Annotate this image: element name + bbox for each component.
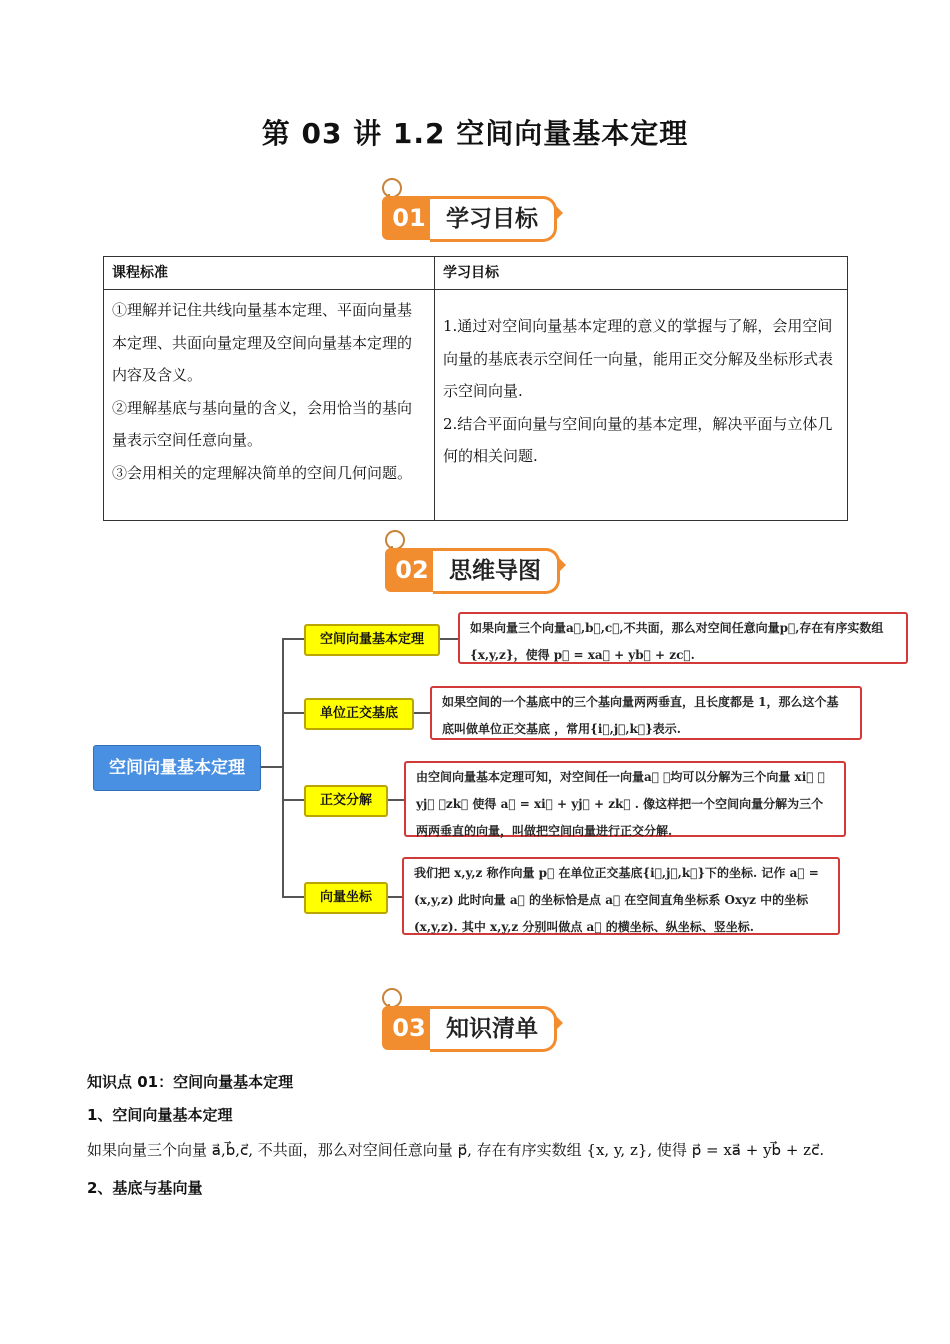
- connector: [282, 712, 304, 714]
- section-badge-knowledge: [382, 988, 572, 1058]
- mindmap-detail-box: 我们把 x,y,z 称作向量 p⃗ 在单位正交基底{i⃗,j⃗,k⃗}下的坐标. 记作 a⃗ = (x,y,z) 此时向量 a⃗ 的坐标恰是点 a⃗ 在空间直角坐标系 Oxyz 中的坐标 (x,y,z). 其中 x,y,z 分别叫做点 a⃗ 的横坐标、纵坐标、竖坐标.: [402, 857, 840, 935]
- connector: [386, 799, 404, 801]
- standard-item: ③会用相关的定理解决简单的空间几何问题。: [112, 463, 413, 482]
- page-title: 第 03 讲 1.2 空间向量基本定理: [261, 117, 689, 150]
- standard-item: ②理解基底与基向量的含义，会用恰当的基向量表示空间任意向量。: [112, 398, 413, 449]
- section-label: 思维导图: [433, 548, 560, 594]
- section-badge-goals: [382, 178, 572, 248]
- objective-item: 2.结合平面向量与空间向量的基本定理，解决平面与立体几何的相关问题.: [443, 414, 833, 465]
- knowledge-point-heading: 知识点 01：空间向量基本定理: [87, 1073, 294, 1091]
- connector: [386, 896, 402, 898]
- mindmap-detail-box: 由空间向量基本定理可知，对空间任一向量a⃗ ，均可以分解为三个向量 xi⃗ ，yj⃗ ，zk⃗ 使得 a⃗ = xi⃗ + yj⃗ + zk⃗ . 像这样把一个空间向量分解为三个两两垂直的向量，叫做把空间向量进行正交分解.: [404, 761, 846, 837]
- subsection-heading: 2、基底与基向量: [87, 1179, 203, 1197]
- table-header: 课程标准: [104, 257, 435, 290]
- section-badge-mindmap: [385, 530, 575, 600]
- section-label: 知识清单: [430, 1006, 557, 1052]
- standard-item: ①理解并记住共线向量基本定理、平面向量基本定理、共面向量定理及空间向量基本定理的内容及含义。: [112, 301, 413, 384]
- mindmap-branch-node: 向量坐标: [304, 882, 388, 914]
- theorem-text: 如果向量三个向量 a⃗,b⃗,c⃗, 不共面，那么对空间任意向量 p⃗, 存在有序实数组 {x, y, z}, 使得 p⃗ = xa⃗ + yb⃗ + zc⃗.: [87, 1141, 825, 1159]
- connector: [438, 638, 458, 640]
- table-header: 学习目标: [435, 257, 848, 290]
- section-number: 01: [382, 196, 436, 240]
- connector: [282, 799, 304, 801]
- goals-table: [103, 256, 848, 521]
- connector: [282, 896, 304, 898]
- mindmap-branch-node: 空间向量基本定理: [304, 624, 440, 656]
- connector: [259, 766, 283, 768]
- mindmap-detail-box: 如果空间的一个基底中的三个基向量两两垂直，且长度都是 1，那么这个基底叫做单位正交基底 ，常用{i⃗,j⃗,k⃗}表示.: [430, 686, 862, 740]
- section-number: 03: [382, 1006, 436, 1050]
- mindmap-center-node: 空间向量基本定理: [93, 745, 261, 791]
- section-number: 02: [385, 548, 439, 592]
- subsection-heading: 1、空间向量基本定理: [87, 1106, 233, 1124]
- connector: [282, 638, 304, 640]
- mindmap-branch-node: 正交分解: [304, 785, 388, 817]
- mindmap-branch-node: 单位正交基底: [304, 698, 414, 730]
- section-label: 学习目标: [430, 196, 557, 242]
- connector: [412, 712, 430, 714]
- connector: [282, 638, 284, 898]
- objective-item: 1.通过对空间向量基本定理的意义的掌握与了解，会用空间向量的基底表示空间任一向量，能用正交分解及坐标形式表示空间向量.: [443, 317, 834, 400]
- mindmap-detail-box: 如果向量三个向量a⃗,b⃗,c⃗,不共面，那么对空间任意向量p⃗,存在有序实数组{x,y,z}，使得 p⃗ = xa⃗ + yb⃗ + zc⃗.: [458, 612, 908, 664]
